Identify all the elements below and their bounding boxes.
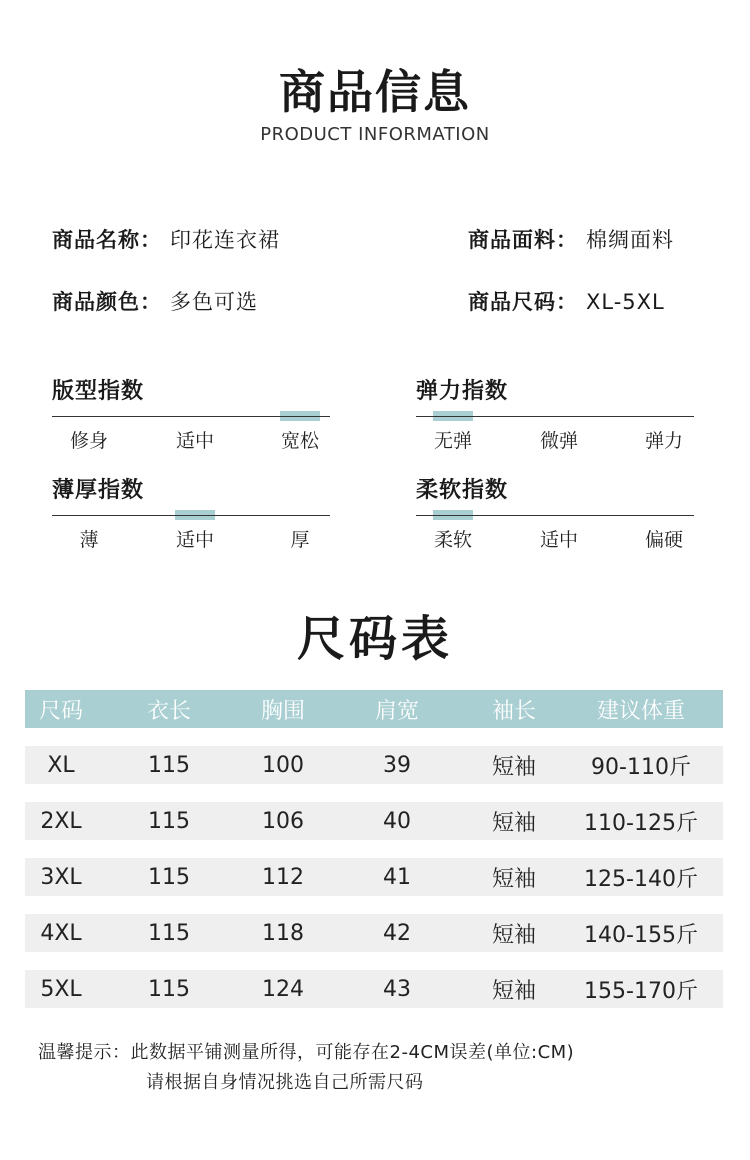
page-title: 商品信息 — [279, 65, 471, 119]
thickness-option-3: 厚 — [290, 529, 310, 551]
softness-index-line — [416, 515, 694, 516]
cell-shoulder: 39 — [383, 752, 411, 778]
softness-option-1: 柔软 — [433, 529, 472, 551]
softness-option-2: 适中 — [539, 529, 578, 551]
cell-sleeve: 短袖 — [491, 866, 536, 892]
fit-index-title: 版型指数 — [52, 379, 145, 404]
product-name-value: 印花连衣裙 — [170, 228, 280, 252]
product-color-label: 商品颜色： — [52, 290, 162, 314]
cell-sleeve: 短袖 — [491, 922, 536, 948]
elastic-option-3: 弹力 — [644, 430, 683, 452]
cell-bust: 100 — [262, 752, 304, 778]
cell-bust: 118 — [262, 920, 304, 946]
cell-bust: 112 — [262, 864, 304, 890]
note-label: 温馨提示： — [38, 1042, 131, 1063]
cell-sleeve: 短袖 — [491, 754, 536, 780]
table-row — [25, 802, 723, 840]
table-row — [25, 914, 723, 952]
product-fabric-row — [468, 224, 674, 254]
cell-size: 2XL — [40, 808, 82, 834]
elastic-option-2: 微弹 — [539, 430, 578, 452]
cell-sleeve: 短袖 — [491, 978, 536, 1004]
cell-bust: 106 — [262, 808, 304, 834]
softness-index-title: 柔软指数 — [416, 478, 509, 503]
cell-length: 115 — [148, 808, 190, 834]
product-size-value: XL-5XL — [586, 290, 665, 314]
softness-option-3: 偏硬 — [644, 529, 683, 551]
thickness-index-title: 薄厚指数 — [52, 478, 145, 503]
note-line-2: 请根据自身情况挑选自己所需尺码 — [146, 1072, 424, 1093]
product-fabric-value: 棉绸面料 — [586, 228, 674, 252]
fit-index-line — [52, 416, 330, 417]
product-size-label: 商品尺码： — [468, 290, 578, 314]
cell-weight: 155-170斤 — [584, 978, 698, 1004]
cell-size: 3XL — [40, 864, 82, 890]
table-row — [25, 746, 723, 784]
cell-bust: 124 — [262, 976, 304, 1002]
elastic-index-title: 弹力指数 — [416, 379, 509, 404]
cell-length: 115 — [148, 752, 190, 778]
thickness-index-line — [52, 515, 330, 516]
product-fabric-label: 商品面料： — [468, 228, 578, 252]
thickness-option-1: 薄 — [79, 529, 99, 551]
page-subtitle: PRODUCT INFORMATION — [260, 124, 490, 145]
cell-shoulder: 42 — [383, 920, 411, 946]
product-name-row — [52, 224, 280, 254]
header-shoulder: 肩宽 — [374, 698, 419, 724]
header-bust: 胸围 — [260, 698, 305, 724]
table-row — [25, 858, 723, 896]
product-name-label: 商品名称： — [52, 228, 162, 252]
cell-length: 115 — [148, 976, 190, 1002]
fit-option-1: 修身 — [69, 430, 108, 452]
elastic-index-line — [416, 416, 694, 417]
header-weight: 建议体重 — [596, 698, 685, 724]
cell-size: XL — [47, 752, 75, 778]
size-chart-title: 尺码表 — [296, 611, 453, 667]
product-color-row — [52, 286, 258, 316]
cell-shoulder: 43 — [383, 976, 411, 1002]
cell-weight: 125-140斤 — [584, 866, 698, 892]
header-length: 衣长 — [146, 698, 191, 724]
size-table-header — [25, 690, 723, 728]
note-line-1: 此数据平铺测量所得，可能存在2-4CM误差(单位:CM) — [130, 1042, 575, 1063]
cell-weight: 90-110斤 — [591, 754, 691, 780]
cell-size: 5XL — [40, 976, 82, 1002]
cell-size: 4XL — [40, 920, 82, 946]
fit-option-2: 适中 — [175, 430, 214, 452]
cell-shoulder: 41 — [383, 864, 411, 890]
elastic-option-1: 无弹 — [433, 430, 472, 452]
table-row — [25, 970, 723, 1008]
cell-shoulder: 40 — [383, 808, 411, 834]
fit-option-3: 宽松 — [280, 430, 319, 452]
thickness-option-2: 适中 — [175, 529, 214, 551]
cell-sleeve: 短袖 — [491, 810, 536, 836]
cell-weight: 110-125斤 — [584, 810, 698, 836]
header-sleeve: 袖长 — [491, 698, 536, 724]
cell-weight: 140-155斤 — [584, 922, 698, 948]
product-color-value: 多色可选 — [170, 290, 258, 314]
cell-length: 115 — [148, 864, 190, 890]
product-size-row — [468, 286, 665, 316]
header-size: 尺码 — [38, 698, 83, 724]
cell-length: 115 — [148, 920, 190, 946]
size-note — [38, 1038, 574, 1064]
